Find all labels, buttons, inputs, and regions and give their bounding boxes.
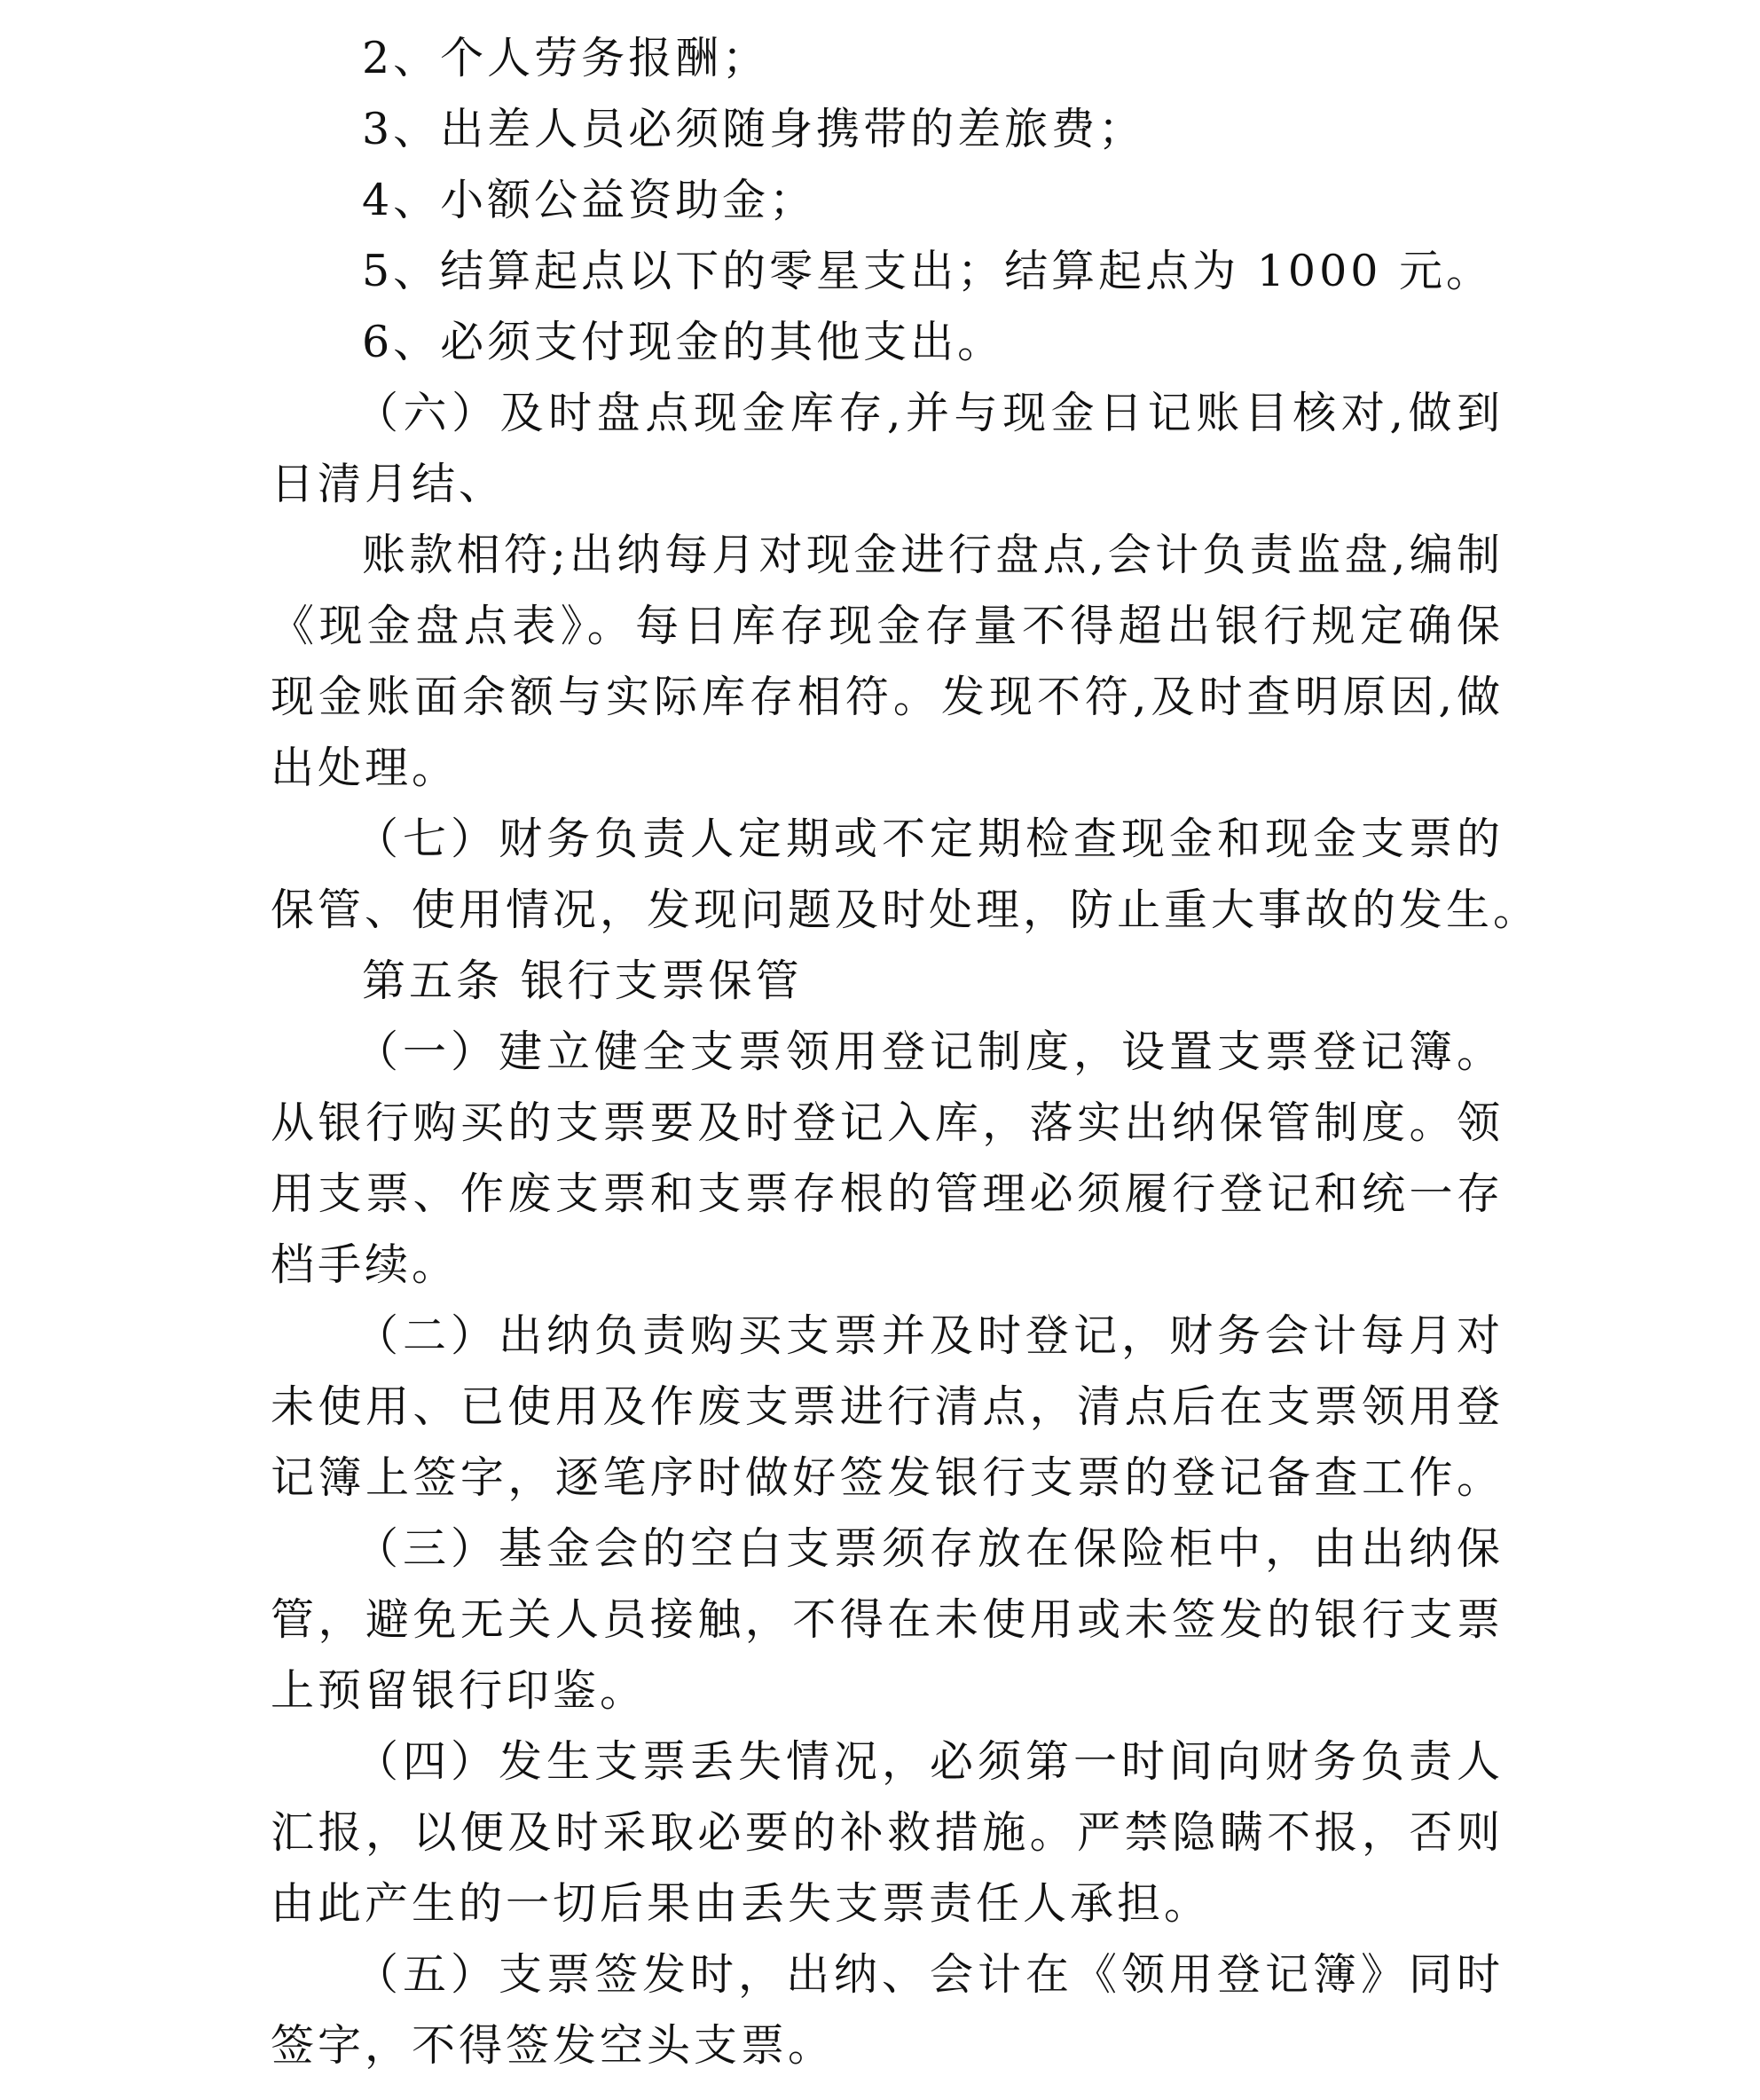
article-5-heading: 第五条 银行支票保管: [362, 956, 803, 1006]
paragraph-6-line-1: （六）及时盘点现金库存,并与现金日记账目核对,做到: [355, 388, 1504, 438]
list-item-2: 2、个人劳务报酬；: [362, 33, 770, 83]
paragraph-a4-line-3: 由此产生的一切后果由丢失支票责任人承担。: [271, 1878, 1212, 1929]
paragraph-reconcile-line-2: 《现金盘点表》。每日库存现金存量不得超出银行规定确保: [271, 601, 1504, 651]
paragraph-a2-line-1: （二）出纳负责购买支票并及时登记，财务会计每月对: [355, 1310, 1504, 1361]
paragraph-a1-line-4: 档手续。: [271, 1239, 460, 1290]
paragraph-a5-line-1: （五）支票签发时，出纳、会计在《领用登记簿》同时: [355, 1949, 1504, 2000]
paragraph-a1-line-2: 从银行购买的支票要及时登记入库，落实出纳保管制度。领: [271, 1097, 1504, 1148]
paragraph-a4-line-1: （四）发生支票丢失情况，必须第一时间向财务负责人: [355, 1736, 1504, 1787]
paragraph-reconcile-line-4: 出处理。: [271, 743, 460, 793]
list-item-6: 6、必须支付现金的其他支出。: [362, 317, 1005, 367]
paragraph-reconcile-line-3: 现金账面余额与实际库存相符。发现不符,及时查明原因,做: [271, 672, 1504, 722]
paragraph-7-line-2: 保管、使用情况，发现问题及时处理，防止重大事故的发生。: [271, 885, 1541, 935]
paragraph-7-line-1: （七）财务负责人定期或不定期检查现金和现金支票的: [355, 814, 1504, 864]
paragraph-a3-line-3: 上预留银行印鉴。: [271, 1665, 648, 1716]
paragraph-a3-line-1: （三）基金会的空白支票须存放在保险柜中，由出纳保: [355, 1523, 1504, 1574]
paragraph-a1-line-1: （一）建立健全支票领用登记制度，设置支票登记簿。: [355, 1026, 1504, 1077]
paragraph-a3-line-2: 管，避免无关人员接触，不得在未使用或未签发的银行支票: [271, 1594, 1504, 1645]
paragraph-6-line-2: 日清月结、: [271, 459, 507, 509]
paragraph-a2-line-2: 未使用、已使用及作废支票进行清点，清点后在支票领用登: [271, 1381, 1504, 1432]
paragraph-a5-line-2: 签字，不得签发空头支票。: [271, 2020, 836, 2071]
paragraph-reconcile-line-1: 账款相符;出纳每月对现金进行盘点,会计负责监盘,编制: [362, 530, 1504, 580]
paragraph-a2-line-3: 记簿上签字，逐笔序时做好签发银行支票的登记备查工作。: [271, 1452, 1504, 1503]
paragraph-a4-line-2: 汇报，以便及时采取必要的补救措施。严禁隐瞒不报，否则: [271, 1807, 1504, 1858]
list-item-4: 4、小额公益资助金；: [362, 175, 817, 225]
list-item-5: 5、结算起点以下的零星支出；结算起点为 1000 元。: [362, 246, 1494, 296]
paragraph-a1-line-3: 用支票、作废支票和支票存根的管理必须履行登记和统一存: [271, 1168, 1504, 1219]
list-item-3: 3、出差人员必须随身携带的差旅费；: [362, 104, 1146, 154]
